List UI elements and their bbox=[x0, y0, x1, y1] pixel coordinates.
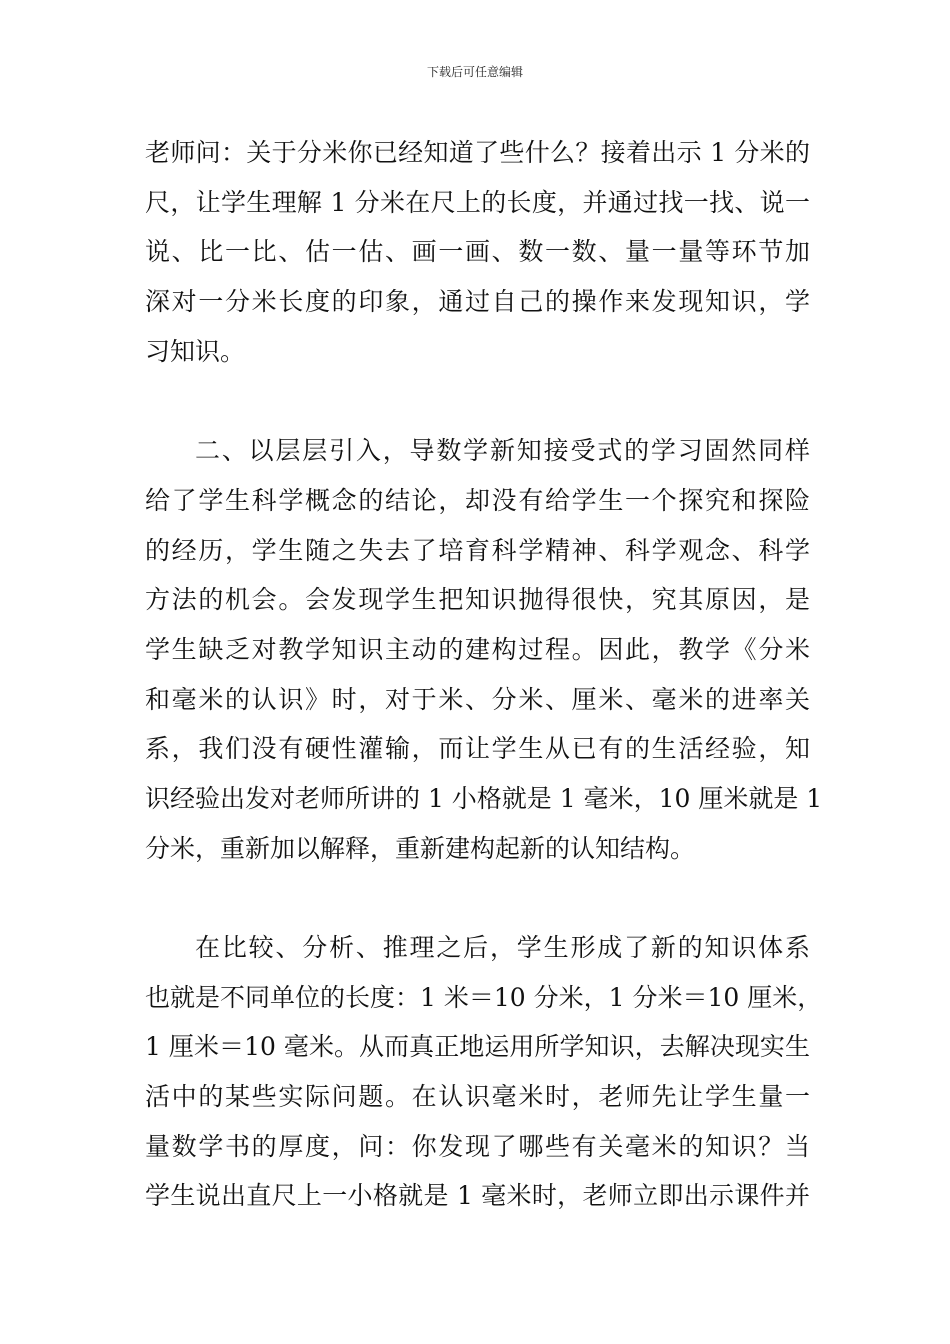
text-line: 学生缺乏对教学知识主动的建构过程。因此，教学《分米 bbox=[145, 634, 810, 664]
text-line: 方法的机会。会发现学生把知识抛得很快，究其原因，是 bbox=[145, 585, 810, 615]
text-line: 活中的某些实际问题。在认识毫米时，老师先让学生量一 bbox=[145, 1082, 810, 1112]
text-line: 学生说出直尺上一小格就是 1 毫米时，老师立即出示课件并 bbox=[145, 1181, 810, 1211]
text-line: 老师问：关于分米你已经知道了些什么？接着出示 1 分米的 bbox=[145, 138, 810, 167]
text-line: 1 厘米＝10 毫米。从而真正地运用所学知识，去解决现实生 bbox=[145, 1032, 810, 1062]
text-line: 在比较、分析、推理之后，学生形成了新的知识体系 bbox=[195, 933, 810, 962]
text-line: 量数学书的厚度，问：你发现了哪些有关毫米的知识？当 bbox=[145, 1131, 810, 1161]
paragraph-3 bbox=[145, 923, 823, 1221]
text-line: 的经历，学生随之失去了培育科学精神、科学观念、科学 bbox=[145, 535, 810, 565]
text-line: 也就是不同单位的长度：1 米＝10 分米，1 分米＝10 厘米， bbox=[145, 982, 823, 1012]
text-line: 分米，重新加以解释，重新建构起新的认知结构。 bbox=[145, 833, 696, 863]
paragraph-2 bbox=[145, 426, 823, 873]
text-line: 深对一分米长度的印象，通过自己的操作来发现知识，学 bbox=[145, 287, 810, 317]
text-line: 和毫米的认识》时，对于米、分米、厘米、毫米的进率关 bbox=[145, 684, 810, 714]
text-line: 说、比一比、估一估、画一画、数一数、量一量等环节加 bbox=[145, 237, 810, 267]
page-header: 下载后可任意编辑 bbox=[426, 65, 523, 79]
text-line: 习知识。 bbox=[145, 336, 246, 366]
paragraph-spacer bbox=[145, 873, 810, 923]
text-line: 给了学生科学概念的结论，却没有给学生一个探究和探险 bbox=[145, 485, 810, 515]
paragraph-spacer bbox=[145, 376, 810, 426]
text-line: 尺，让学生理解 1 分米在尺上的长度，并通过找一找、说一 bbox=[145, 187, 810, 217]
text-line: 二、以层层引入，导数学新知接受式的学习固然同样 bbox=[195, 436, 810, 466]
paragraph-1 bbox=[145, 128, 810, 376]
document-body bbox=[145, 128, 823, 1221]
text-line: 识经验出发对老师所讲的 1 小格就是 1 毫米，10 厘米就是 1 bbox=[145, 783, 823, 813]
text-line: 系，我们没有硬性灌输，而让学生从已有的生活经验，知 bbox=[145, 734, 810, 764]
